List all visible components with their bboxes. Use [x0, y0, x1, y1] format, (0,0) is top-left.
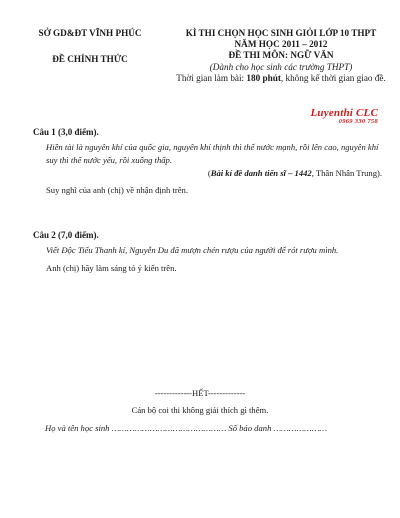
watermark-stamp [298, 107, 378, 125]
sbd-dots: ………………… [273, 423, 328, 433]
department-name: SỞ GD&ĐT VĨNH PHÚC [38, 28, 142, 38]
question-1-title: Câu 1 (3,0 điểm). [33, 127, 99, 137]
source-author: , Thân Nhân Trung). [311, 168, 382, 178]
question-2-quote: Viết Độc Tiểu Thanh kí, Nguyễn Du đã mượn chén rượu của người để rót rượu mình. [46, 245, 339, 255]
time-value: 180 phút [246, 72, 281, 83]
source-title: Bài kí đề danh tiến sĩ – 1442 [210, 168, 312, 178]
candidate-dots: ……………………………………… [111, 423, 227, 433]
candidate-label: Họ và tên học sinh [45, 423, 110, 433]
audience: (Dành cho học sinh các trường THPT) [209, 61, 353, 72]
exam-title: KÌ THI CHỌN HỌC SINH GIỎI LỚP 10 THPT [185, 28, 377, 38]
school-year: NĂM HỌC 2011 – 2012 [234, 39, 328, 50]
stamp-phone: 0969 330 758 [338, 118, 378, 125]
header-left [20, 28, 160, 64]
time-prefix: Thời gian làm bài: [176, 72, 247, 83]
time-line [175, 73, 387, 84]
header-right [175, 28, 387, 84]
candidate-fill-line [45, 423, 365, 433]
end-marker: -------------HẾT------------- [154, 388, 246, 398]
stamp-brand: Luyenthi CLC [310, 107, 378, 119]
question-1-task: Suy nghĩ của anh (chị) về nhận định trên. [46, 185, 188, 195]
question-1-quote: Hiền tài là nguyên khí của quốc gia, nguyên khí thịnh thì thế nước mạnh, rồi lên cao, nguyên khí suy thì thế nước yếu, rồi xuống thấp. [46, 142, 379, 165]
proctor-note: Cán bộ coi thi không giải thích gì thêm. [131, 405, 269, 415]
time-suffix: , không kể thời gian giao đề. [280, 72, 386, 83]
question-2-title: Câu 2 (7,0 điểm). [33, 230, 99, 240]
official-label: ĐỀ CHÍNH THỨC [52, 54, 128, 64]
question-1-source: (Bài kí đề danh tiến sĩ – 1442, Thân Nhân Trung). [207, 168, 382, 178]
sbd-label: Số báo danh [228, 423, 272, 433]
subject: ĐỀ THI MÔN: NGỮ VĂN [228, 50, 334, 61]
question-2-task: Anh (chị) hãy làm sáng tỏ ý kiến trên. [46, 263, 177, 273]
